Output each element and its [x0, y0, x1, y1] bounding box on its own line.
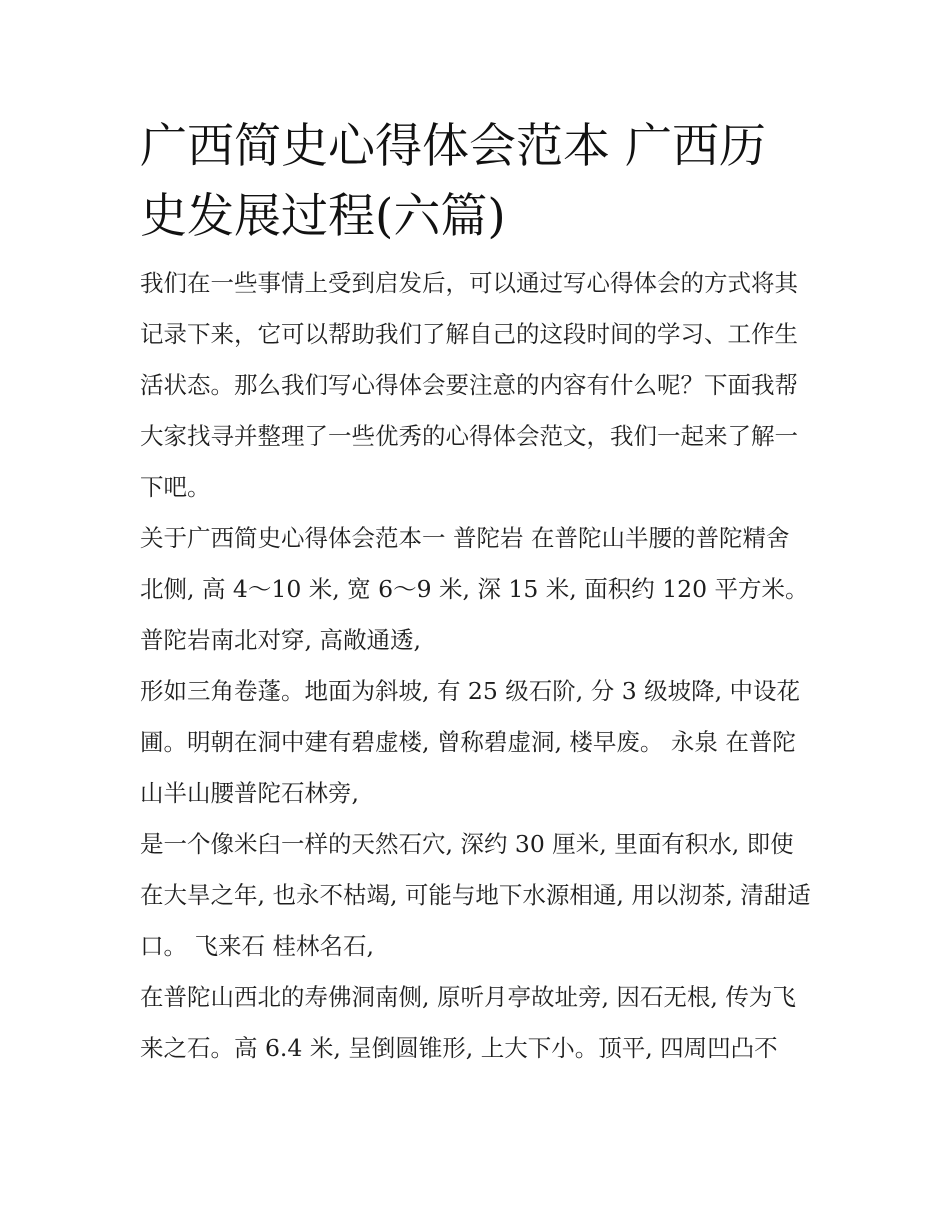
document-body: [140, 112, 812, 1074]
paragraph-shape-and-spring: 形如三角卷蓬。地面为斜坡, 有 25 级石阶, 分 3 级坡降, 中设花圃。明朝在洞中建有碧虚楼, 曾称碧虚洞, 楼早废。 永泉 在普陀山半山腰普陀石林旁,: [140, 677, 801, 807]
paragraph-flying-stone: 在普陀山西北的寿佛洞南侧, 原听月亭故址旁, 因石无根, 传为飞来之石。高 6.4 米, 呈倒圆锥形, 上大下小。顶平, 四周凹凸不: [140, 983, 796, 1062]
paragraph-putuo-rock: 关于广西简史心得体会范本一 普陀岩 在普陀山半腰的普陀精舍北侧, 高 4～10 米, 宽 6～9 米, 深 15 米, 面积约 120 平方米。普陀岩南北对穿, 高敞通透,: [140, 524, 809, 654]
paragraph-intro: 我们在一些事情上受到启发后，可以通过写心得体会的方式将其记录下来，它可以帮助我们了解自己的这段时间的学习、工作生活状态。那么我们写心得体会要注意的内容有什么呢？下面我帮大家找寻并整理了一些优秀的心得体会范文，我们一起来了解一下吧。: [140, 269, 798, 501]
document-title: 广西简史心得体会范本 广西历史发展过程(六篇): [140, 119, 766, 244]
paragraph-stone-hollow: 是一个像米臼一样的天然石穴, 深约 30 厘米, 里面有积水, 即使在大旱之年, 也永不枯竭, 可能与地下水源相通, 用以沏茶, 清甜适口。 飞来石 桂林名石,: [140, 830, 811, 960]
